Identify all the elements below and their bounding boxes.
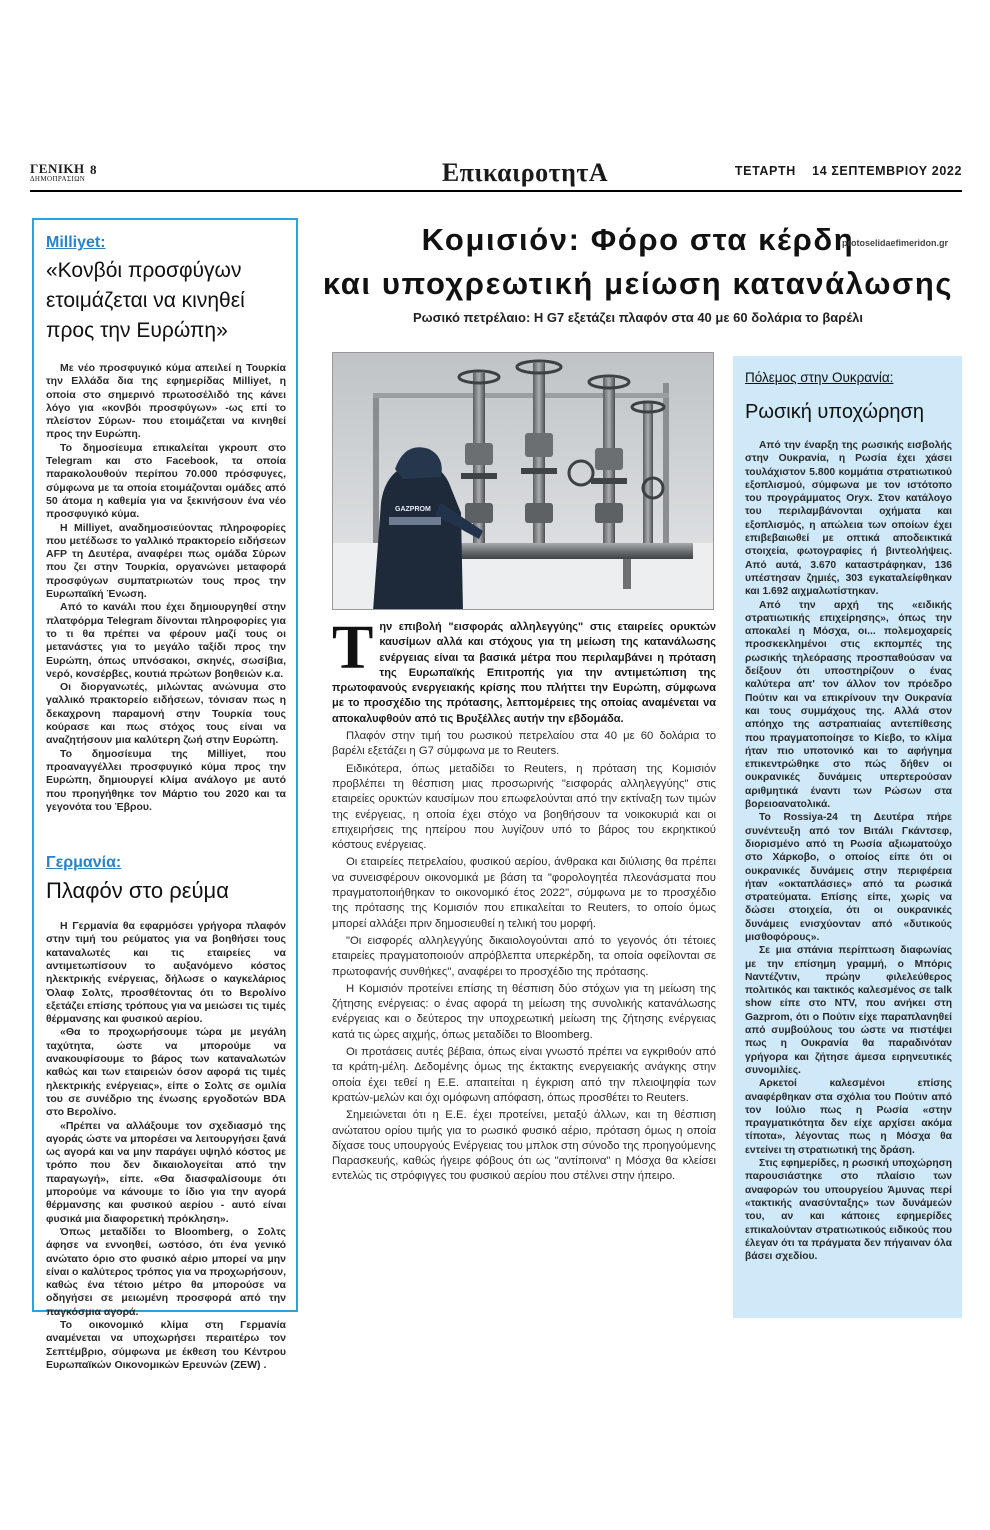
paragraph: «Θα το προχωρήσουμε τώρα με μεγάλη ταχύτητα, ώστε να μπορούμε να ανακουφίσουμε το βάρος των καταναλωτών καθώς και των εταιρειών όσον αφορά τις τιμές ηλεκτρικής ενέργειας», είπε ο Σολτς σε ομιλία του σε συνέδριο της ένωσης εργοδοτών BDA στο Βερολίνο. — [46, 1026, 286, 1119]
story-kicker: Γερμανία: — [46, 854, 122, 872]
story-title: Ρωσική υποχώρηση — [745, 401, 925, 423]
paragraph: Από την αρχή της «ειδικής στρατιωτικής επιχείρησης», όπως την αποκαλεί η Μόσχα, οι... πολεμοχαρείς προσκεκλημένοι στις εκπομπές της ρωσικής τηλεόρασης προσπαθούσαν να δείξουν ότι υποστηρίζουν ο ένας καλύτερα απ' τον άλλον τον πρόεδρο Πούτιν και να επικρίνουν την Ουκρανία και τους συμμάχους της. Αλλά στον απόηχο της αστραπιαίας αντεπίθεσης που πραγματοποίησε το Κίεβο, το κλίμα ήταν πιο υποτονικό και το αφήγημα επικεντρώθηκε στο πώς δήθεν οι ουκρανικές δυνάμεις υπερτερούσαν αριθμητικά έναντι των Ρώσων στα βορειοανατολικά. — [745, 599, 952, 811]
paragraph: Με νέο προσφυγικό κύμα απειλεί η Τουρκία την Ελλάδα δια της εφημερίδας Milliyet, η οποία στο σημερινό πρωτοσέλιδό της κάνει λόγο για «κονβόι προσφύγων» -ως επί το πλείστον Σύρων- που ετοιμάζεται να κινηθεί προς την Ευρώπη. — [46, 362, 286, 441]
headline-line-2: και υποχρεωτική μείωση κατανάλωσης — [322, 266, 954, 301]
paragraph: Οι διοργανωτές, μιλώντας ανώνυμα στο γαλλικό πρακτορείο ειδήσεων, τόνισαν πως η δεκαχρονη παραμονή στην Τουρκία τους κούρασε και πως στόχος τους είναι να αναζητήσουν μια καλύτερη ζωή στην Ευρώπη. — [46, 681, 286, 747]
section-title: ΕπικαιροτητΑ — [441, 158, 609, 187]
story-kicker: Milliyet: — [46, 234, 106, 251]
paragraph: Σημειώνεται ότι η Ε.Ε. έχει προτείνει, μεταξύ άλλων, και τη θέσπιση ανώτατου ορίου τιμής για το ρωσικό φυσικό αέριο, πρόταση όμως η οποία δίχασε τους υπουργούς Ενέργειας του μπλοκ στη σύνοδο της προηγούμενης Παρασκευής, καθώς ήγειρε φόβους ότι ως "αντίποινα" η Μόσχα θα κλείσει εντελώς τις στρόφιγγες του φυσικού αερίου που στέλνει στην ήπειρο. — [332, 1109, 716, 1183]
paragraph: Το δημοσίευμα της Milliyet, που προαναγγέλλει προσφυγικό κύμα προς την Ευρώπη, δημιουργεί κλίμα ανάλογο με αυτό που προηγήθηκε τον Μάρτιο του 2020 και τα γεγονότα του Έβρου. — [46, 747, 286, 813]
paragraph: Το δημοσίευμα επικαλείται γκρουπ στο Telegram και στο Facebook, τα οποία παρακολουθούν περίπου 70.000 πρόσφυγες, σύμφωνα με τα οποία ετοιμάζονται ομάδες από 50 άτομα η καθεμία για να ξεκινήσουν ένα νέο προσφυγικό κύμα. — [46, 441, 286, 521]
paragraph: Στις εφημερίδες, η ρωσική υποχώρηση παρουσιάστηκε στο πλαίσιο των αναφορών του υπουργείου Άμυνας περί «τακτικής ανασύνταξης» των δυνάμεών του, αν και κάποιες εφημερίδες επικαλούνταν στρατιωτικούς ειδικούς που έλεγαν ότι τα πράγματα δεν πήγαιναν όλα βάσει σχεδίου. — [745, 1158, 952, 1263]
paragraph: Από το κανάλι που έχει δημιουργηθεί στην πλατφόρμα Telegram δίνονται πληροφορίες για το τι θα πρέπει να φέρουν μαζί τους οι μετανάστες για το μεγάλο ταξίδι προς την Ευρώπη, όπως υπνόσακοι, σκηνές, σωσίβια, νερό, κονσέρβες, κουτιά πρώτων βοηθειών κ.α. — [46, 601, 286, 680]
story-body — [46, 362, 286, 814]
issue-date-text: 14 ΣΕΠΤΕΜΒΡΙΟΥ 2022 — [812, 164, 962, 178]
story-kicker: Πόλεμος στην Ουκρανία: — [745, 370, 894, 385]
story-title: Πλαφόν στο ρεύμα — [46, 878, 229, 904]
paragraph: Η Γερμανία θα εφαρμόσει γρήγορα πλαφόν στην τιμή του ρεύματος για να βοηθήσει τους καταναλωτές και τις εταιρείες να αντιμετωπίσουν το αυξανόμενο κόστος ηλεκτρικής ενέργειας, δήλωσε ο καγκελάριος Όλαφ Σολτς, προσθέτοντας ότι το Βερολίνο εξετάζει επίσης τρόπους για να μειώσει τις τιμές θέρμανσης και φυσικού αερίου. — [46, 920, 286, 1026]
lead-text: ην επιβολή "εισφοράς αλληλεγγύης" στις εταιρείες ορυκτών καυσίμων αλλά και στόχους για τη μείωση της κατανάλωσης ενέργειας είναι τα βασικά μέτρα που περιλαμβάνει η πρόταση της Ευρωπαϊκής Επιτροπής για την αντιμετώπιση της πρωτοφανούς ενεργειακής κρίσης που πλήττει την Ευρώπη, σύμφωνα με το προσχέδιο της πρότασης, λεπτομέρειες της οποίας αναμένεται να αποκαλυφθούν από τις Βρυξέλλες αυτήν την εβδομάδα. — [332, 621, 716, 725]
issue-date — [735, 164, 962, 178]
paragraph: Αρκετοί καλεσμένοι επίσης αναφέρθηκαν στα σχόλια του Πούτιν από τον Ιούλιο πως η Ρωσία «στην πραγματικότητα δεν είχε αρχίσει ακόμα τίποτα», λέγοντας πως η Μόσχα θα εντείνει τη στρατιωτική της δράση. — [745, 1078, 952, 1156]
paragraph: Από την έναρξη της ρωσικής εισβολής στην Ουκρανία, η Ρωσία έχει χάσει τουλάχιστον 5.800 κομμάτια στρατιωτικού εξοπλισμού, σύμφωνα με τον ιστότοπο του προγράμματος Oryx. Στον κατάλογο του περιλαμβάνονται οχήματα και εξοπλισμός, η απώλεια των οποίων έχει επιβεβαιωθεί με οπτικά αποδεικτικά στοιχεία, φωτογραφίες ή βιντεολήψεις. Από αυτά, 3.670 καταστράφηκαν, 136 υπέστησαν ζημιές, 303 εγκαταλείφθηκαν και 1.692 αιχμαλωτίστηκαν. — [745, 440, 952, 598]
paragraph: Οι εταιρείες πετρελαίου, φυσικού αερίου, άνθρακα και διύλισης θα πρέπει να συνεισφέρουν οικονομικά με βάση τα "φορολογητέα πλεονάσματα που πραγματοποιήθηκαν το οικονομικό έτος 2022", σύμφωνα με το προσχέδιο της πρότασης της Κομισιόν που επικαλείται το Reuters, το οποίο όμως μπορεί αλλάξει πριν δημοσιευθεί η τελική του μορφή. — [332, 856, 716, 930]
masthead — [30, 160, 962, 186]
paragraph: «Πρέπει να αλλάξουμε τον σχεδιασμό της αγοράς ώστε να μπορέσει να λειτουργήσει ξανά ως αγορά και να μην παράγει υψηλό κόστος με τρόπο που δεν δικαιολογείται από την παραγωγή», είπε. «Θα διασφαλίσουμε ότι μπορούμε να κάνουμε το ίδιο για την αγορά θέρμανσης και φυσικού αερίου - αυτό είναι φυσικά μια διαφορετική πρόκληση». — [46, 1119, 286, 1225]
spacer — [46, 814, 286, 854]
paragraph: Σε μια σπάνια περίπτωση διαφωνίας με την επίσημη γραμμή, ο Μπόρις Ναντέζντιν, πρώην φιλελεύθερος πολιτικός και τακτικός καλεσμένος σε talk show είπε στο NTV, που ανήκει στη Gazprom, ότι ο Πούτιν είχε παραπλανηθεί από συμβούλους του ώστε να πιστέψει πως η Ουκρανία θα παραδινόταν γρήγορα και ζήτησε άμεσα ειρηνευτικές συνομιλίες. — [745, 945, 952, 1076]
story-title: «Κονβόι προσφύγων ετοιμάζεται να κινηθεί προς την Ευρώπη» — [46, 259, 245, 342]
paragraph: Οι προτάσεις αυτές βέβαια, όπως είναι γνωστό πρέπει να εγκριθούν από τα κράτη-μέλη. Δεδομένης όμως της έκτακτης ενεργειακής ανάγκης στην οποία έχει τεθεί η Ε.Ε. απαιτείται η έγκριση από την πλειοψηφία των κρατών-μελών και όχι ομόφωνη απόφαση, όπως προσθέτει το Reuters. — [332, 1046, 716, 1104]
masthead-rule — [30, 190, 962, 192]
brand-logo — [30, 162, 140, 183]
story-body — [46, 920, 286, 1372]
subheadline: Ρωσικό πετρέλαιο: Η G7 εξετάζει πλαφόν στα 40 με 60 δολάρια το βαρέλι — [412, 310, 864, 325]
main-article — [332, 614, 716, 1187]
headline-line-1: Κομισιόν: Φόρο στα κέρδη — [421, 222, 855, 257]
gazprom-logo-text: GAZPROM — [395, 506, 431, 513]
paragraph: Το Rossiya-24 τη Δευτέρα πήρε συνέντευξη από τον Βιτάλι Γκάντσεφ, διορισμένο από τη Ρωσία αξιωματούχο στο Χάρκοβο, ο οποίος είπε ότι οι ουκρανικές δυνάμεις στην περιφέρεια ήταν «οκταπλάσιες» από τα ρωσικά στρατεύματα. Επίσης είπε, χωρίς να δώσει στοιχεία, ότι οι ουκρανικές δυνάμεις ενισχύονταν από «δυτικούς μισθοφόρους». — [745, 812, 952, 943]
paragraph: Ειδικότερα, όπως μεταδίδει το Reuters, η πρόταση της Κομισιόν προβλέπει τη θέσπιση μιας προσωρινής "εισφοράς αλληλεγγύης" στις εταιρείες ορυκτών καυσίμων που επωφελούνται από την εκτίναξη των τιμών της ενέργειας, η οποία έχει στόχο να βοηθήσουν τα νοικοκυριά και οι επιχειρήσεις της ηπείρου που λυγίζουν υπό το βάρος του εκρηκτικού κόστους ενέργειας. — [332, 762, 716, 852]
paragraph: Το οικονομικό κλίμα στη Γερμανία αναμένεται να υποχωρήσει περαιτέρω τον Σεπτέμβριο, σύμφωνα με έκθεση του Κέντρου Ευρωπαϊκών Οικονομικών Ερευνών (ZEW) . — [46, 1319, 286, 1371]
page-number: 8 — [90, 162, 97, 177]
gas-pipeline-photo — [333, 353, 714, 610]
main-headline — [310, 218, 966, 306]
brand-name: ΓΕΝΙΚΗ — [30, 161, 85, 176]
article-lead — [332, 614, 716, 727]
watermark: protoselidaefimeridon.gr — [842, 238, 949, 248]
story-milliyet — [46, 234, 286, 814]
right-sidebar — [733, 356, 962, 1318]
issue-day: ΤΕΤΑΡΤΗ — [734, 164, 796, 178]
story-germany — [46, 854, 286, 1372]
paragraph: Η Milliyet, αναδημοσιεύοντας πληροφορίες που μετέδωσε το γαλλικό πρακτορείο ειδήσεων AFP τη Δευτέρα, αναφέρει πως ομάδα Σύρων που ζει στην Τουρκία, οργανώνει μεταφορά προσφύγων συμπατριωτών τους προς την Ευρωπαϊκή Ένωση. — [46, 521, 286, 601]
brand-subtitle: ΔΗΜΟΠΡΑΣΙΩΝ — [30, 175, 86, 183]
article-photo — [332, 352, 714, 610]
story-body — [745, 439, 952, 1263]
paragraph: "Οι εισφορές αλληλεγγύης δικαιολογούνται από το γεγονός ότι τέτοιες εταιρείες πραγματοποιούν απρόβλεπτα υπερκέρδη, τα οποία οφείλονται σε πρωτοφανής συνθήκες", αναφέρει το προσχέδιο της πρότασης. — [332, 934, 716, 978]
left-sidebar — [32, 218, 298, 1371]
paragraph: Πλαφόν στην τιμή του ρωσικού πετρελαίου στα 40 με 60 δολάρια το βαρέλι εξετάζει η G7 σύμφωνα με το Reuters. — [332, 730, 716, 758]
dropcap: Τ — [332, 614, 374, 682]
paragraph: Όπως μεταδίδει το Bloomberg, ο Σολτς άφησε να εννοηθεί, ωστόσο, ότι ένα γενικό ανώτατο όριο στο φυσικό αέριο μπορεί να μην είναι ο καλύτερος τρόπος για να προχωρήσουν, καθώς ένα τέτοιο μέτρο θα μπορούσε να οδηγήσει σε μειωμένη προσφορά από την παγκόσμια αγορά. — [46, 1225, 286, 1318]
paragraph: Η Κομισιόν προτείνει επίσης τη θέσπιση δύο στόχων για τη μείωση της ζήτησης ενέργειας: ο ένας αφορά τη μείωση της συνολικής κατανάλωσης ενέργειας και ο δεύτερος την υποχρεωτική μείωση της ζήτησης ενέργειας κατά τις ώρες αιχμής, όπως μεταδίδει το Bloomberg. — [332, 982, 716, 1041]
